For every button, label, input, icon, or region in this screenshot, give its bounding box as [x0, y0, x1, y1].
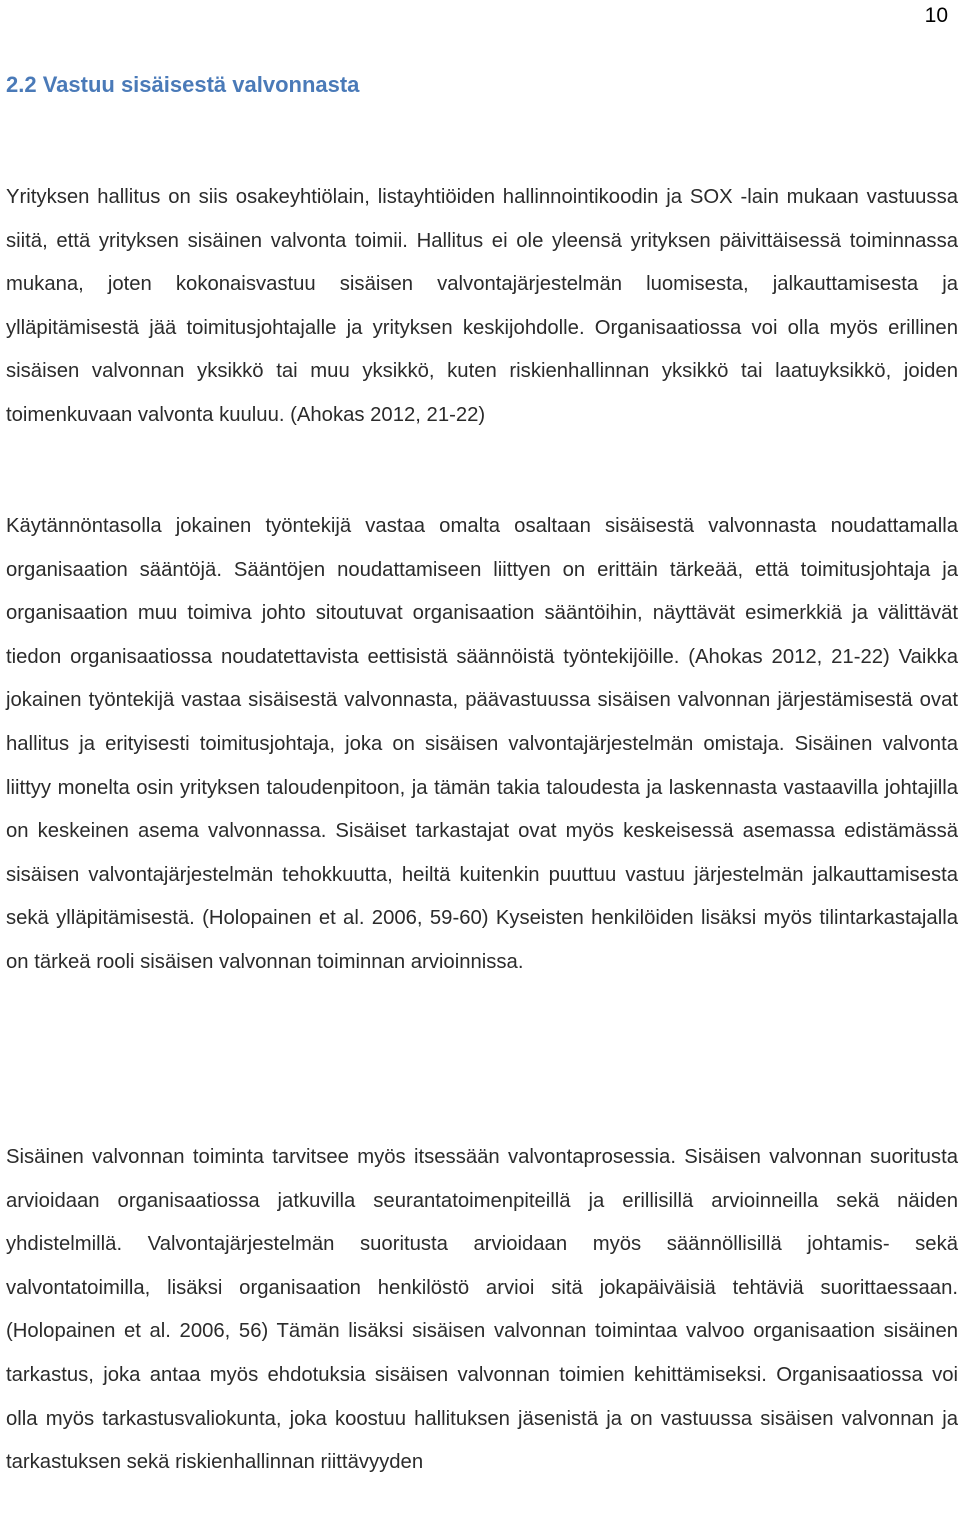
page-number: 10	[924, 4, 948, 27]
paragraph-control-monitoring: Sisäinen valvonnan toiminta tarvitsee myös itsessään valvontaprosessia. Sisäisen valvonnan suoritusta arvioidaan organisaatiossa jatkuvilla seurantatoimenpiteillä ja erillisillä arvioinneilla sekä näiden yhdistelmillä. Valvontajärjestelmän suoritusta arvioidaan myös säännöllisillä johtamis- sekä valvontatoimilla, lisäksi organisaation henkilöstö arvioi sitä jokapäiväisiä tehtäviä suorittaessaan. (Holopainen et al. 2006, 56) Tämän lisäksi sisäisen valvonnan toimintaa valvoo organisaation sisäinen tarkastus, joka antaa myös ehdotuksia sisäisen valvonnan toimien kehittämiseksi. Organisaatiossa voi olla myös tarkastusvaliokunta, joka koostuu hallituksen jäsenistä ja on vastuussa sisäisen valvonnan ja tarkastuksen sekä riskienhallinnan riittävyyden	[6, 1146, 958, 1474]
section-heading: 2.2 Vastuu sisäisestä valvonnasta	[6, 72, 360, 97]
paragraph-board-responsibility: Yrityksen hallitus on siis osakeyhtiölain, listayhtiöiden hallinnointikoodin ja SOX -lain mukaan vastuussa siitä, että yrityksen sisäinen valvonta toimii. Hallitus ei ole yleensä yrityksen päivittäisessä toiminnassa mukana, joten kokonaisvastuu sisäisen valvontajärjestelmän luomisesta, jalkauttamisesta ja ylläpitämisestä jää toimitusjohtajalle ja yrityksen keskijohdolle. Organisaatiossa voi olla myös erillinen sisäisen valvonnan yksikkö tai muu yksikkö, kuten riskienhallinnan yksikkö tai laatuyksikkö, joiden toimenkuvaan valvonta kuuluu. (Ahokas 2012, 21-22)	[6, 186, 958, 426]
paragraph-practical-responsibility: Käytännöntasolla jokainen työntekijä vastaa omalta osaltaan sisäisestä valvonnasta noudattamalla organisaation sääntöjä. Sääntöjen noudattamiseen liittyen on erittäin tärkeää, että toimitusjohtaja ja organisaation muu toimiva johto sitoutuvat organisaation sääntöihin, näyttävät esimerkkiä ja välittävät tiedon organisaatiossa noudatettavista eettisistä säännöistä työntekijöille. (Ahokas 2012, 21-22) Vaikka jokainen työntekijä vastaa sisäisestä valvonnasta, päävastuussa sisäisen valvonnan järjestämisestä ovat hallitus ja erityisesti toimitusjohtaja, joka on sisäisen valvontajärjestelmän omistaja. Sisäinen valvonta liittyy monelta osin yrityksen taloudenpitoon, ja tämän takia taloudesta ja laskennasta vastaavilla johtajilla on keskeinen asema valvonnassa. Sisäiset tarkastajat ovat myös keskeisessä asemassa edistämässä sisäisen valvontajärjestelmän tehokkuutta, heiltä kuitenkin puuttuu vastuu järjestelmän jalkauttamisesta sekä ylläpitämisestä. (Holopainen et al. 2006, 59-60) Kyseisten henkilöiden lisäksi myös tilintarkastajalla on tärkeä rooli sisäisen valvonnan toiminnan arvioinnissa.	[6, 515, 958, 973]
